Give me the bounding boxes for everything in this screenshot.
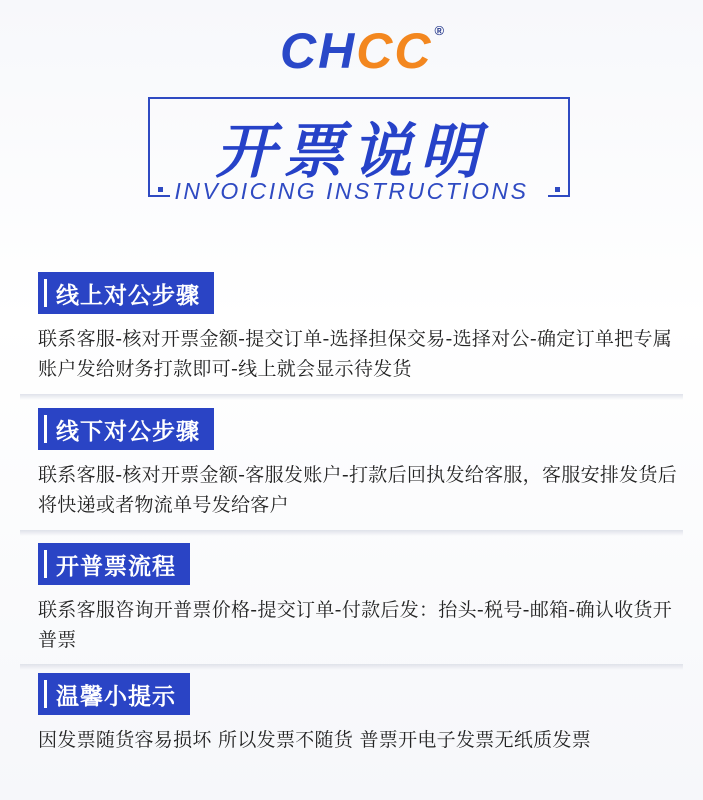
registered-mark: ® xyxy=(434,23,447,38)
page-subtitle: INVOICING INSTRUCTIONS xyxy=(174,178,529,204)
section-tag: 温馨小提示 xyxy=(38,673,190,715)
section-divider xyxy=(20,530,683,536)
logo-text-prefix: CH xyxy=(280,23,357,79)
section-tag: 开普票流程 xyxy=(38,543,190,585)
section-divider xyxy=(20,394,683,400)
section-text: 联系客服-核对开票金额-客服发账户-打款后回执发给客服，客服安排发货后将快递或者物流单号发给客户 xyxy=(38,464,678,516)
logo-text-suffix: CC xyxy=(356,23,433,79)
section-divider xyxy=(20,664,683,670)
section-text: 联系客服-核对开票金额-提交订单-选择担保交易-选择对公-确定订单把专属账户发给财务打款即可-线上就会显示待发货 xyxy=(38,328,673,380)
page-title: 开票说明 xyxy=(215,117,488,187)
section-tag: 线下对公步骤 xyxy=(38,408,214,450)
section-text: 联系客服咨询开普票价格-提交订单-付款后发：抬头-税号-邮箱-确认收货开普票 xyxy=(38,599,673,651)
chcc-logo xyxy=(280,23,447,79)
section-text: 因发票随货容易损坏 所以发票不随货 普票开电子发票无纸质发票 xyxy=(38,729,592,751)
section-tag: 线上对公步骤 xyxy=(38,272,214,314)
